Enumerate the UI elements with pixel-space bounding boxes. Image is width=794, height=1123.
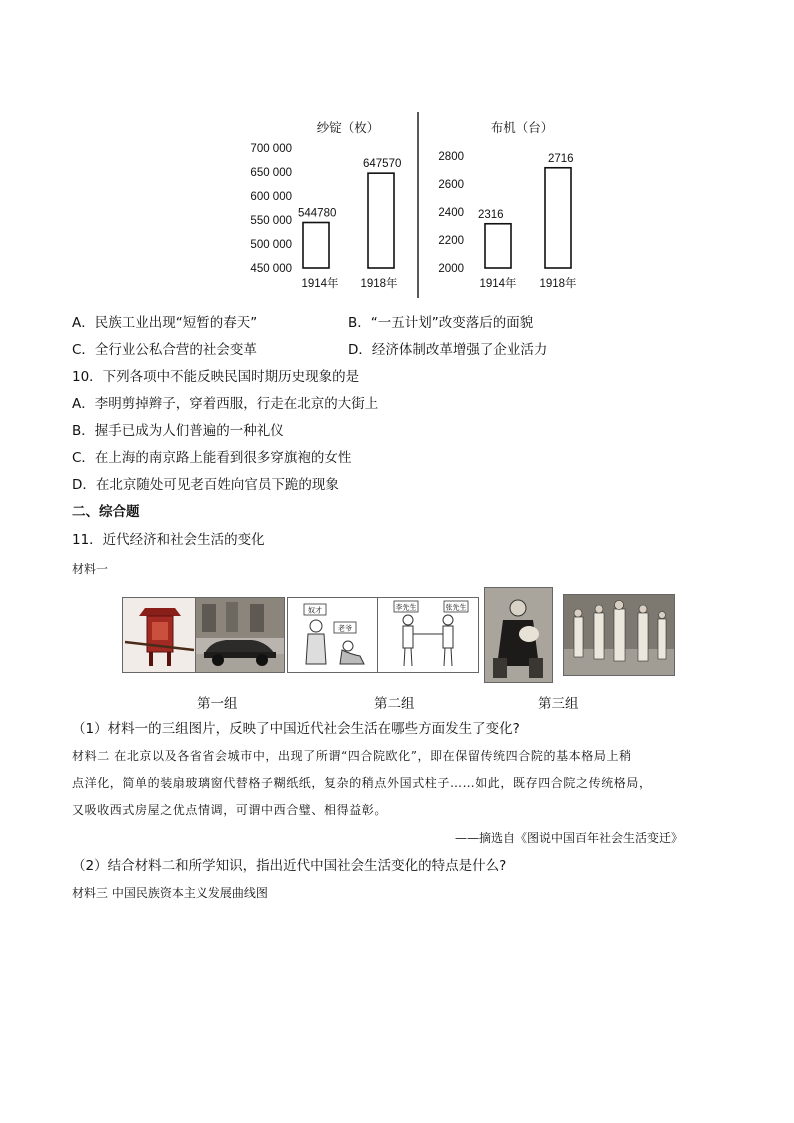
material2-source: ——摘选自《图说中国百年社会生活变迁》 [455,831,684,845]
spindles-bar [303,223,329,268]
spindles-y-tick: 550 000 [250,215,292,227]
material1-label: 材料一 [72,562,109,576]
looms-category-label: 1914年 [479,278,517,290]
bar-charts [240,108,600,303]
spindles-y-tick: 600 000 [250,191,292,203]
street-crowd-photo [563,594,675,676]
q10-option-a: A．李明剪掉辫子，穿着西服，行走在北京的大街上 [72,396,379,412]
spindles-y-tick: 450 000 [250,263,292,275]
group-caption-1: 第一组 [197,696,238,712]
group-caption-3: 第三组 [538,696,579,712]
spindles-category-label: 1914年 [301,278,339,290]
spindles-y-tick: 700 000 [250,143,292,155]
q11-sub2: （2）结合材料二和所学知识，指出近代中国社会生活变化的特点是什么? [72,858,507,874]
spindles-category-label: 1918年 [360,278,398,290]
q9-option-b: B．“一五计划”改变落后的面貌 [348,315,534,331]
q10-option-c: C．在上海的南京路上能看到很多穿旗袍的女性 [72,450,352,466]
cartoon-label-mr-li: 李先生 [395,603,417,612]
looms-bar [485,224,511,268]
q11-title: 11．近代经济和社会生活的变化 [72,532,265,548]
q9-option-c: C．全行业公私合营的社会变革 [72,342,257,358]
kneeling-cartoon [287,597,379,673]
looms-y-tick: 2800 [438,151,464,163]
spindles-bar [368,173,394,268]
looms-chart [438,120,577,290]
looms-y-tick: 2600 [438,179,464,191]
handshake-cartoon [377,597,479,673]
material2-line-1: 材料二 在北京以及各省省会城市中，出现了所谓“四合院欧化”，即在保留传统四合院的基本格局上稍 [72,749,632,763]
material2-line-3: 又吸收西式房屋之优点情调，可谓中西合璧、相得益彰。 [72,803,388,817]
q9-option-a: A．民族工业出现“短暂的春天” [72,315,258,331]
spindles-y-tick: 650 000 [250,167,292,179]
q10-stem: 10．下列各项中不能反映民国时期历史现象的是 [72,369,360,385]
material2-line-2: 点洋化，简单的装扇玻璃窗代替格子糊纸纸，复杂的稍点外国式柱子……如此，既存四合院之传统格局， [72,776,652,790]
q11-sub1: （1）材料一的三组图片，反映了中国近代社会生活在哪些方面发生了变化? [72,721,520,737]
spindles-chart-title: 纱锭（枚） [316,121,380,135]
cartoon-label-servant: 奴才 [308,606,322,615]
spindles-value-label: 647570 [363,158,402,171]
looms-y-tick: 2200 [438,235,464,247]
looms-chart-title: 布机（台） [490,121,554,135]
looms-category-label: 1918年 [539,278,577,290]
spindles-y-tick: 500 000 [250,239,292,251]
vintage-car-photo [195,597,285,673]
material3-label: 材料三 中国民族资本主义发展曲线图 [72,886,268,900]
cartoon-label-master: 老爷 [338,624,352,633]
spindles-chart [250,120,401,290]
looms-bar [545,168,571,268]
group-caption-2: 第二组 [374,696,415,712]
q9-option-d: D．经济体制改革增强了企业活力 [348,342,548,358]
section-heading: 二、综合题 [72,504,140,520]
q10-option-d: D．在北京随处可见老百姓向官员下跪的现象 [72,477,339,493]
sedan-chair-photo [122,597,197,673]
looms-value-label: 2316 [478,208,504,221]
looms-y-tick: 2400 [438,207,464,219]
qing-official-photo [484,587,553,683]
q10-option-b: B．握手已成为人们普遍的一种礼仪 [72,423,284,439]
cartoon-label-mr-zhang: 张先生 [445,603,467,612]
spindles-value-label: 544780 [298,207,337,220]
looms-y-tick: 2000 [438,263,464,275]
looms-value-label: 2716 [548,152,574,165]
